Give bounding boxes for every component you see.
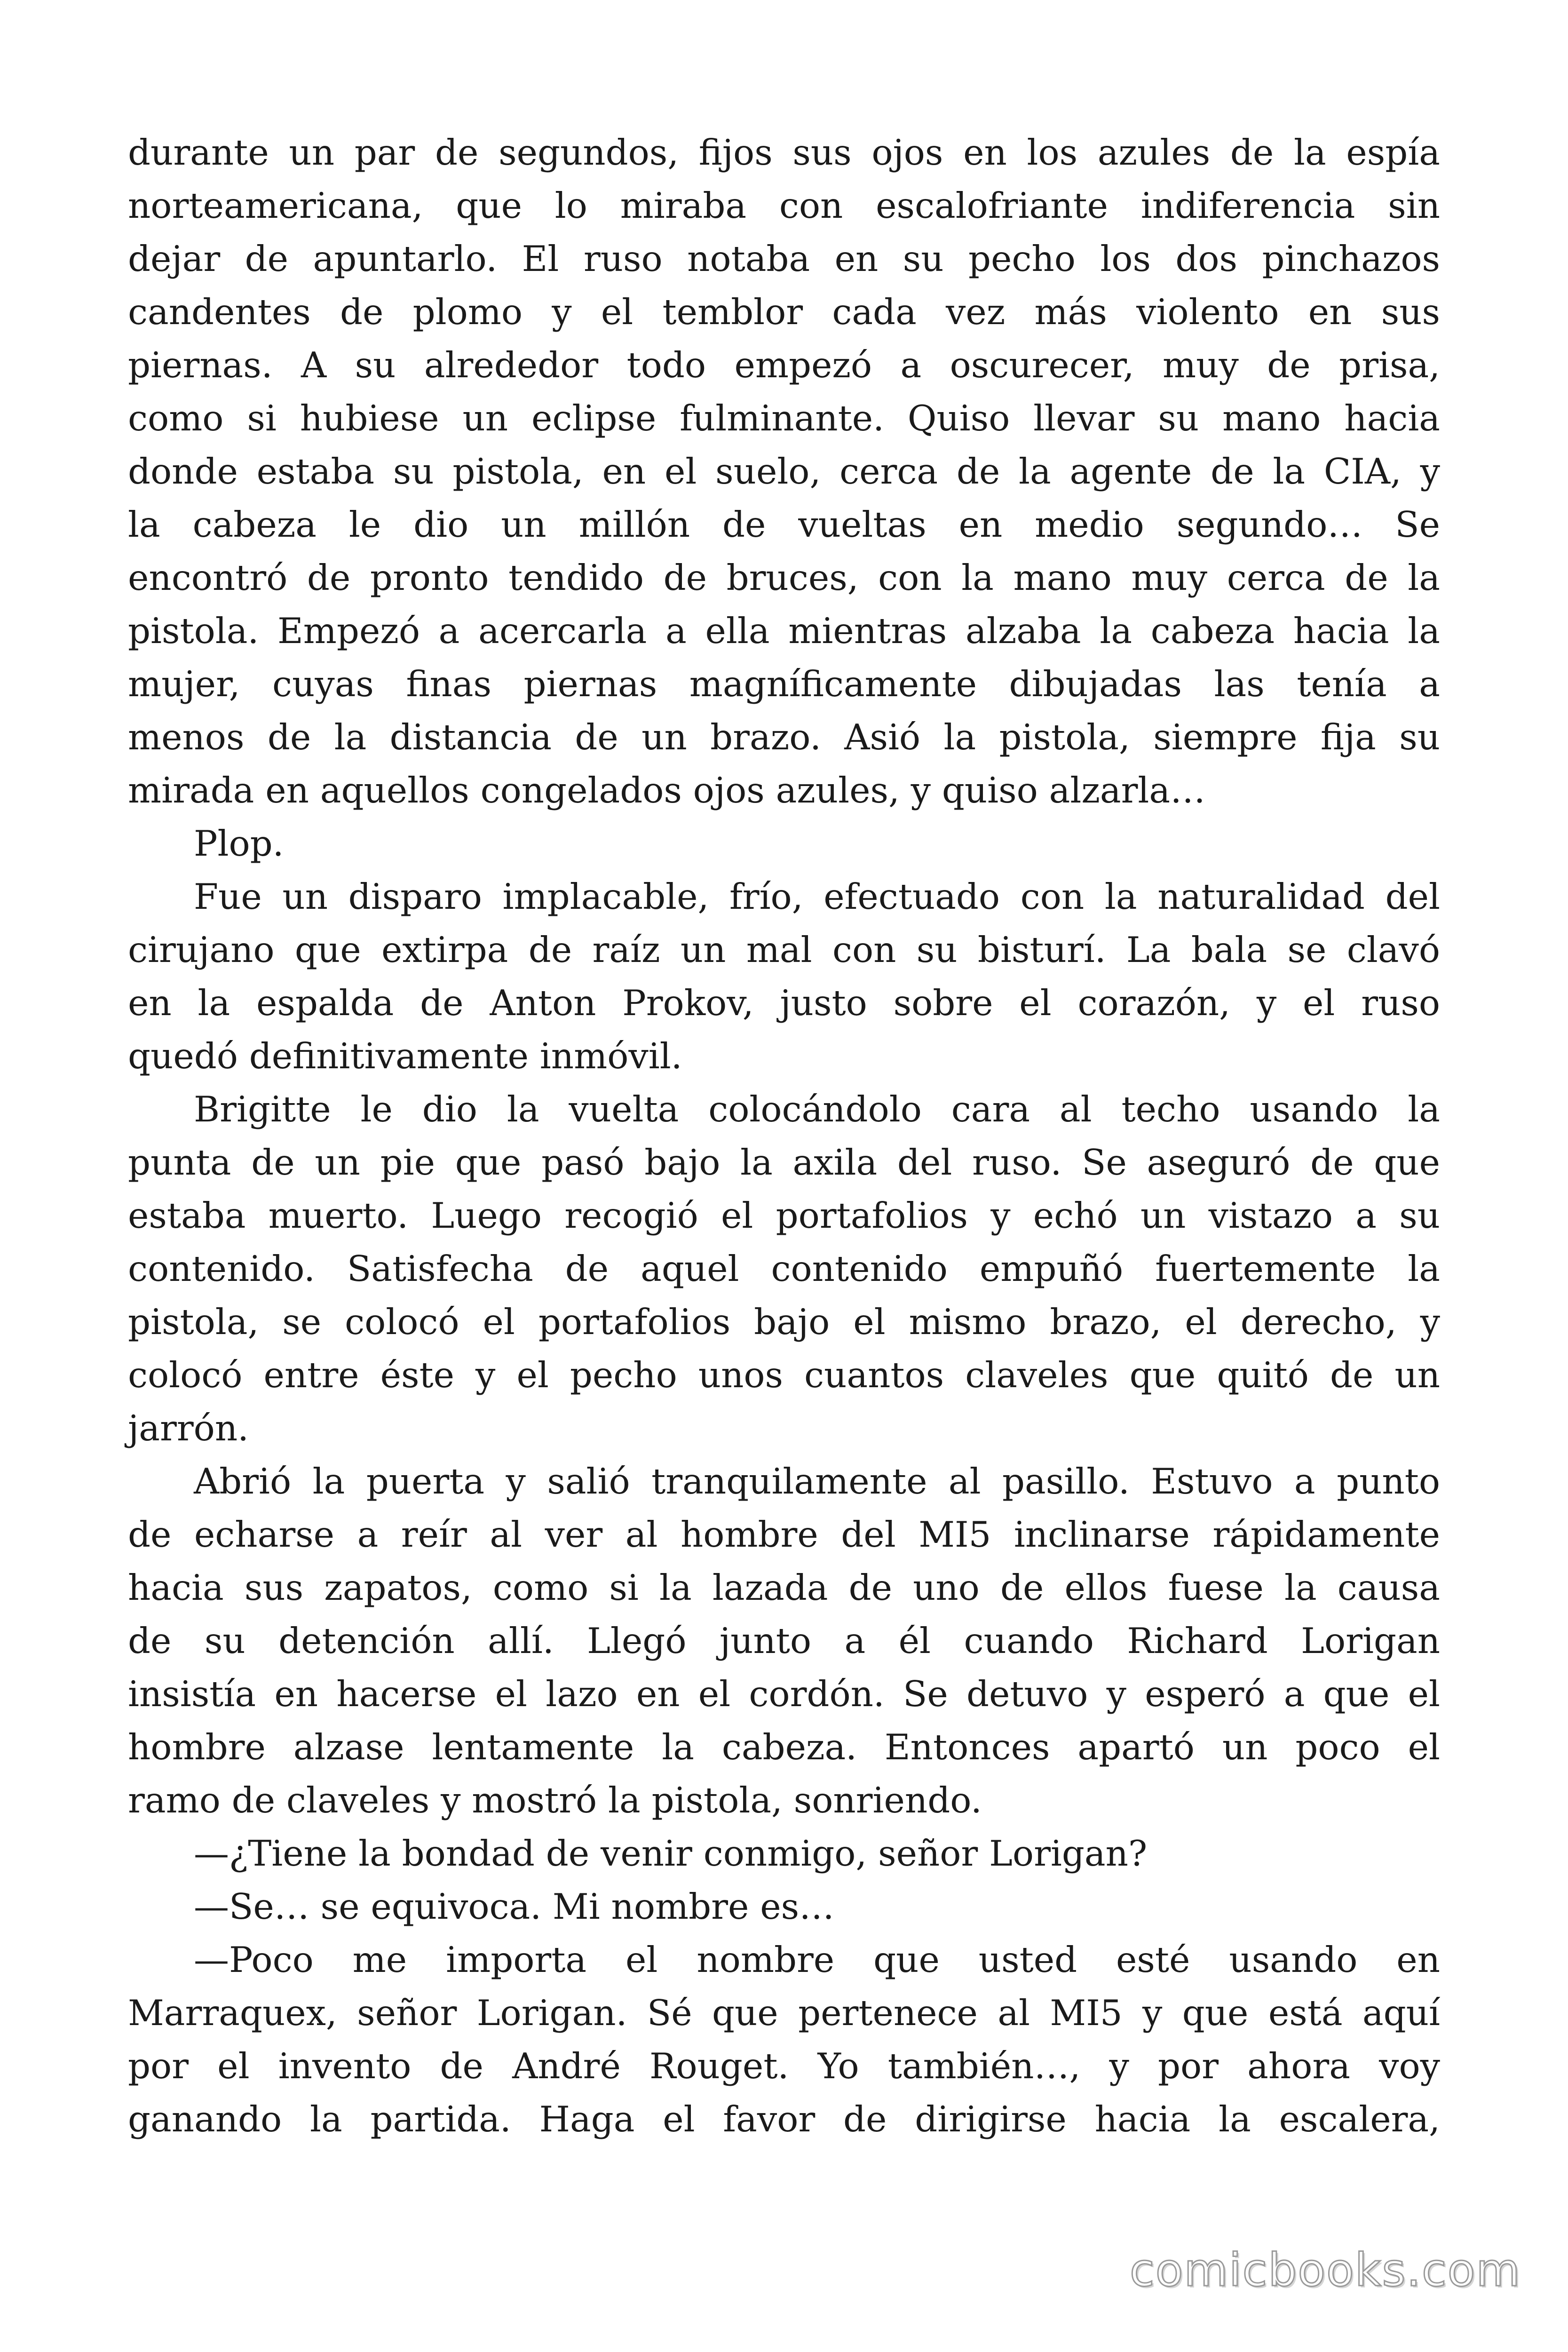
text-line: pistola, se colocó el portafolios bajo el mismo brazo, el derecho, y: [128, 1301, 1440, 1343]
text-line: hombre alzase lentamente la cabeza. Entonces apartó un poco el: [128, 1726, 1440, 1768]
text-line: hacia sus zapatos, como si la lazada de uno de ellos fuese la causa: [128, 1567, 1440, 1608]
text-line: candentes de plomo y el temblor cada vez más violento en sus: [128, 291, 1440, 333]
text-line: por el invento de André Rouget. Yo también…, y por ahora voy: [128, 2045, 1440, 2087]
text-line: norteamericana, que lo miraba con escalofriante indiferencia sin: [128, 185, 1440, 226]
text-line: colocó entre éste y el pecho unos cuantos claveles que quitó de un: [128, 1354, 1440, 1396]
text-line: estaba muerto. Luego recogió el portafolios y echó un vistazo a su: [128, 1195, 1440, 1236]
text-line: mirada en aquellos congelados ojos azules, y quiso alzarla…: [128, 770, 1206, 811]
text-line: dejar de apuntarlo. El ruso notaba en su pecho los dos pinchazos: [128, 238, 1440, 279]
text-line: ramo de claveles y mostró la pistola, sonriendo.: [128, 1780, 982, 1821]
text-line: cirujano que extirpa de raíz un mal con su bisturí. La bala se clavó: [128, 929, 1440, 970]
text-line: en la espalda de Anton Prokov, justo sobre el corazón, y el ruso: [128, 982, 1440, 1024]
text-line: pistola. Empezó a acercarla a ella mientras alzaba la cabeza hacia la: [128, 610, 1440, 652]
text-line: —Se… se equivoca. Mi nombre es…: [194, 1886, 835, 1927]
text-line: —Poco me importa el nombre que usted esté usando en: [194, 1939, 1440, 1980]
text-line: contenido. Satisfecha de aquel contenido empuñó fuertemente la: [128, 1248, 1440, 1289]
text-line: Plop.: [194, 823, 284, 864]
watermark: comicbooks.com: [1129, 2244, 1521, 2296]
text-line: como si hubiese un eclipse fulminante. Quiso llevar su mano hacia: [128, 397, 1440, 439]
text-line: Fue un disparo implacable, frío, efectuado con la naturalidad del: [194, 876, 1440, 917]
text-line: durante un par de segundos, fijos sus ojos en los azules de la espía: [128, 132, 1440, 173]
text-line: donde estaba su pistola, en el suelo, cerca de la agente de la CIA, y: [128, 451, 1440, 492]
text-line: punta de un pie que pasó bajo la axila del ruso. Se aseguró de que: [128, 1142, 1440, 1183]
page-body-text: [128, 126, 1440, 2146]
text-line: Marraquex, señor Lorigan. Sé que pertenece al MI5 y que está aquí: [128, 1992, 1440, 2034]
text-line: Brigitte le dio la vuelta colocándolo cara al techo usando la: [194, 1089, 1440, 1130]
text-line: ganando la partida. Haga el favor de dirigirse hacia la escalera,: [128, 2098, 1440, 2140]
text-line: encontró de pronto tendido de bruces, con la mano muy cerca de la: [128, 557, 1440, 598]
text-line: piernas. A su alrededor todo empezó a oscurecer, muy de prisa,: [128, 344, 1440, 386]
text-line: de su detención allí. Llegó junto a él cuando Richard Lorigan: [128, 1620, 1440, 1661]
text-line: jarrón.: [128, 1407, 249, 1449]
text-line: menos de la distancia de un brazo. Asió la pistola, siempre fija su: [128, 716, 1440, 758]
text-line: —¿Tiene la bondad de venir conmigo, señor Lorigan?: [194, 1833, 1148, 1874]
text-line: mujer, cuyas finas piernas magníficamente dibujadas las tenía a: [128, 663, 1440, 705]
text-line: insistía en hacerse el lazo en el cordón. Se detuvo y esperó a que el: [128, 1673, 1440, 1715]
text-line: la cabeza le dio un millón de vueltas en medio segundo… Se: [128, 504, 1440, 545]
text-line: de echarse a reír al ver al hombre del MI5 inclinarse rápidamente: [128, 1514, 1440, 1555]
text-line: Abrió la puerta y salió tranquilamente al pasillo. Estuvo a punto: [194, 1461, 1440, 1502]
text-line: quedó definitivamente inmóvil.: [128, 1035, 682, 1077]
